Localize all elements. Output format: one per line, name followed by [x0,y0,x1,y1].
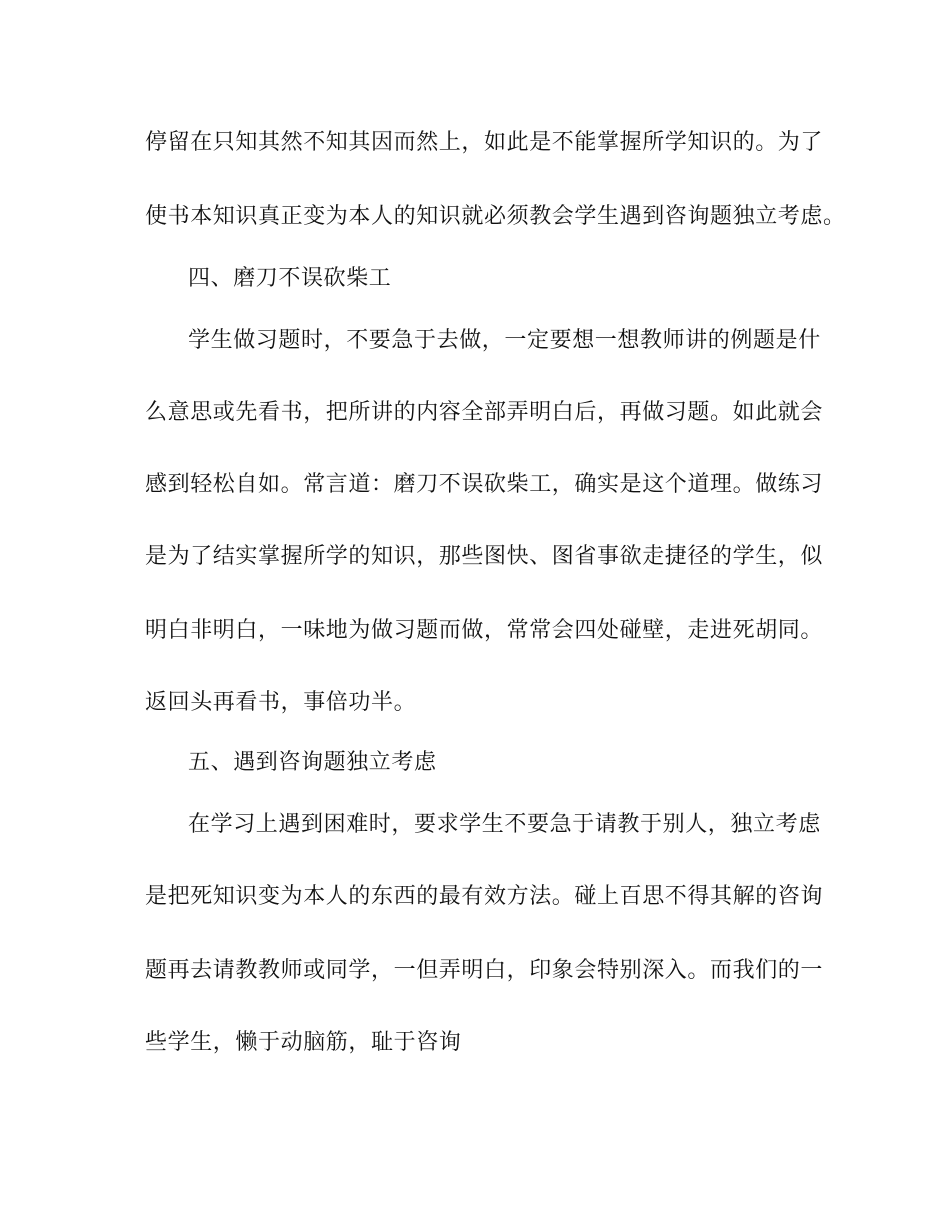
section-heading: 四、磨刀不误砍柴工 [188,266,392,291]
body-text-line: 返回头再看书，事倍功半。 [145,690,417,715]
body-text-line: 感到轻松自如。常言道：磨刀不误砍柴工，确实是这个道理。做练习 [145,472,824,497]
body-text-line: 是为了结实掌握所学的知识，那些图快、图省事欲走捷径的学生，似 [145,544,824,569]
section-heading: 五、遇到咨询题独立考虑 [188,750,437,775]
body-text-line: 停留在只知其然不知其因而然上，如此是不能掌握所学知识的。为了 [145,130,824,155]
paragraph-first-line: 学生做习题时，不要急于去做，一定要想一想教师讲的例题是什 [188,328,821,353]
body-text-line: 题再去请教教师或同学，一但弄明白，印象会特别深入。而我们的一 [145,958,824,983]
body-text-line: 明白非明白，一味地为做习题而做，常常会四处碰壁，走进死胡同。 [145,618,824,643]
body-text-line: 是把死知识变为本人的东西的最有效方法。碰上百思不得其解的咨询 [145,884,824,909]
body-text-line: 些学生，懒于动脑筋，耻于咨询 [145,1030,462,1055]
paragraph-first-line: 在学习上遇到困难时，要求学生不要急于请教于别人，独立考虑 [188,812,821,837]
body-text-line: 使书本知识真正变为本人的知识就必须教会学生遇到咨询题独立考虑。 [145,204,846,229]
body-text-line: 么意思或先看书，把所讲的内容全部弄明白后，再做习题。如此就会 [145,400,824,425]
